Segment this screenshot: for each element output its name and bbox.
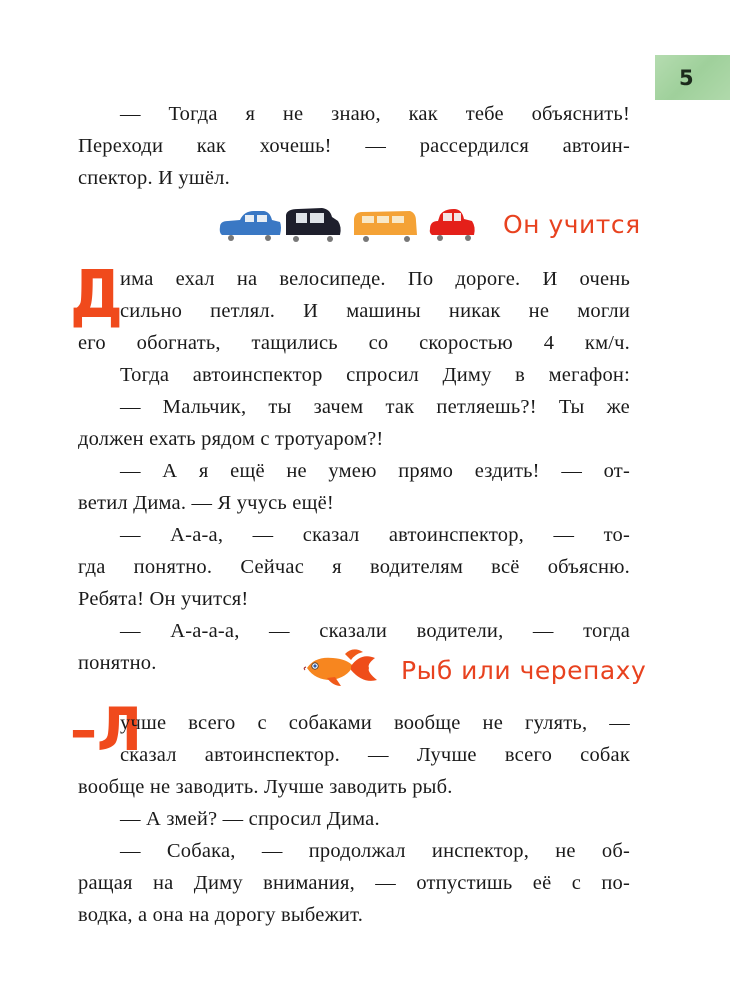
text-line: — А змей? — спросил Дима. bbox=[120, 808, 380, 830]
text-line: водка, а она на дорогу выбежит. bbox=[78, 904, 364, 926]
text-line: — А я ещё не умею прямо ездить! — от- bbox=[120, 460, 630, 482]
drop-cap: Д bbox=[70, 256, 123, 333]
text-line: сказал автоинспектор. — Лучше всего собак bbox=[120, 744, 630, 766]
intro-paragraph bbox=[78, 98, 630, 194]
text-line: Тогда автоинспектор спросил Диму в мегафон: bbox=[120, 364, 630, 386]
section1-body bbox=[78, 263, 630, 679]
text-line: вообще не заводить. Лучше заводить рыб. bbox=[78, 776, 453, 798]
text-line: гда понятно. Сейчас я водителям всё объясню. bbox=[78, 556, 630, 578]
text-line: Переходи как хочешь! — рассердился автоин- bbox=[78, 135, 630, 157]
text-line: понятно. bbox=[78, 652, 157, 674]
section-title-he-learns: Он учится bbox=[503, 210, 641, 239]
text-line: учше всего с собаками вообще не гулять, — bbox=[120, 712, 630, 734]
goldfish-icon bbox=[303, 646, 383, 695]
cars-icon bbox=[218, 207, 478, 252]
page-number-tab bbox=[655, 55, 730, 100]
text-line: должен ехать рядом с тротуаром?! bbox=[78, 428, 384, 450]
text-line: — Собака, — продолжал инспектор, не об- bbox=[120, 840, 630, 862]
text-line: — Тогда я не знаю, как тебе объяснить! bbox=[120, 103, 630, 125]
section-title-fish-or-turtle: Рыб или черепаху bbox=[401, 656, 647, 685]
page-number: 5 bbox=[679, 65, 694, 90]
text-line: ращая на Диму внимания, — отпустишь её с по- bbox=[78, 872, 630, 894]
text-line: Ребята! Он учится! bbox=[78, 588, 249, 610]
text-line: спектор. И ушёл. bbox=[78, 167, 230, 189]
text-line: — А-а-а, — сказал автоинспектор, — то- bbox=[120, 524, 630, 546]
text-line: ветил Дима. — Я учусь ещё! bbox=[78, 492, 334, 514]
drop-cap: –Л bbox=[70, 695, 142, 765]
text-line: — А-а-а-а, — сказали водители, — тогда bbox=[120, 620, 630, 642]
text-line: има ехал на велосипеде. По дороге. И очень bbox=[120, 268, 630, 290]
text-line: сильно петлял. И машины никак не могли bbox=[120, 300, 630, 322]
section2-body bbox=[78, 707, 630, 931]
text-line: — Мальчик, ты зачем так петляешь?! Ты же bbox=[120, 396, 630, 418]
text-line: его обогнать, тащились со скоростью 4 км/ч. bbox=[78, 332, 630, 354]
